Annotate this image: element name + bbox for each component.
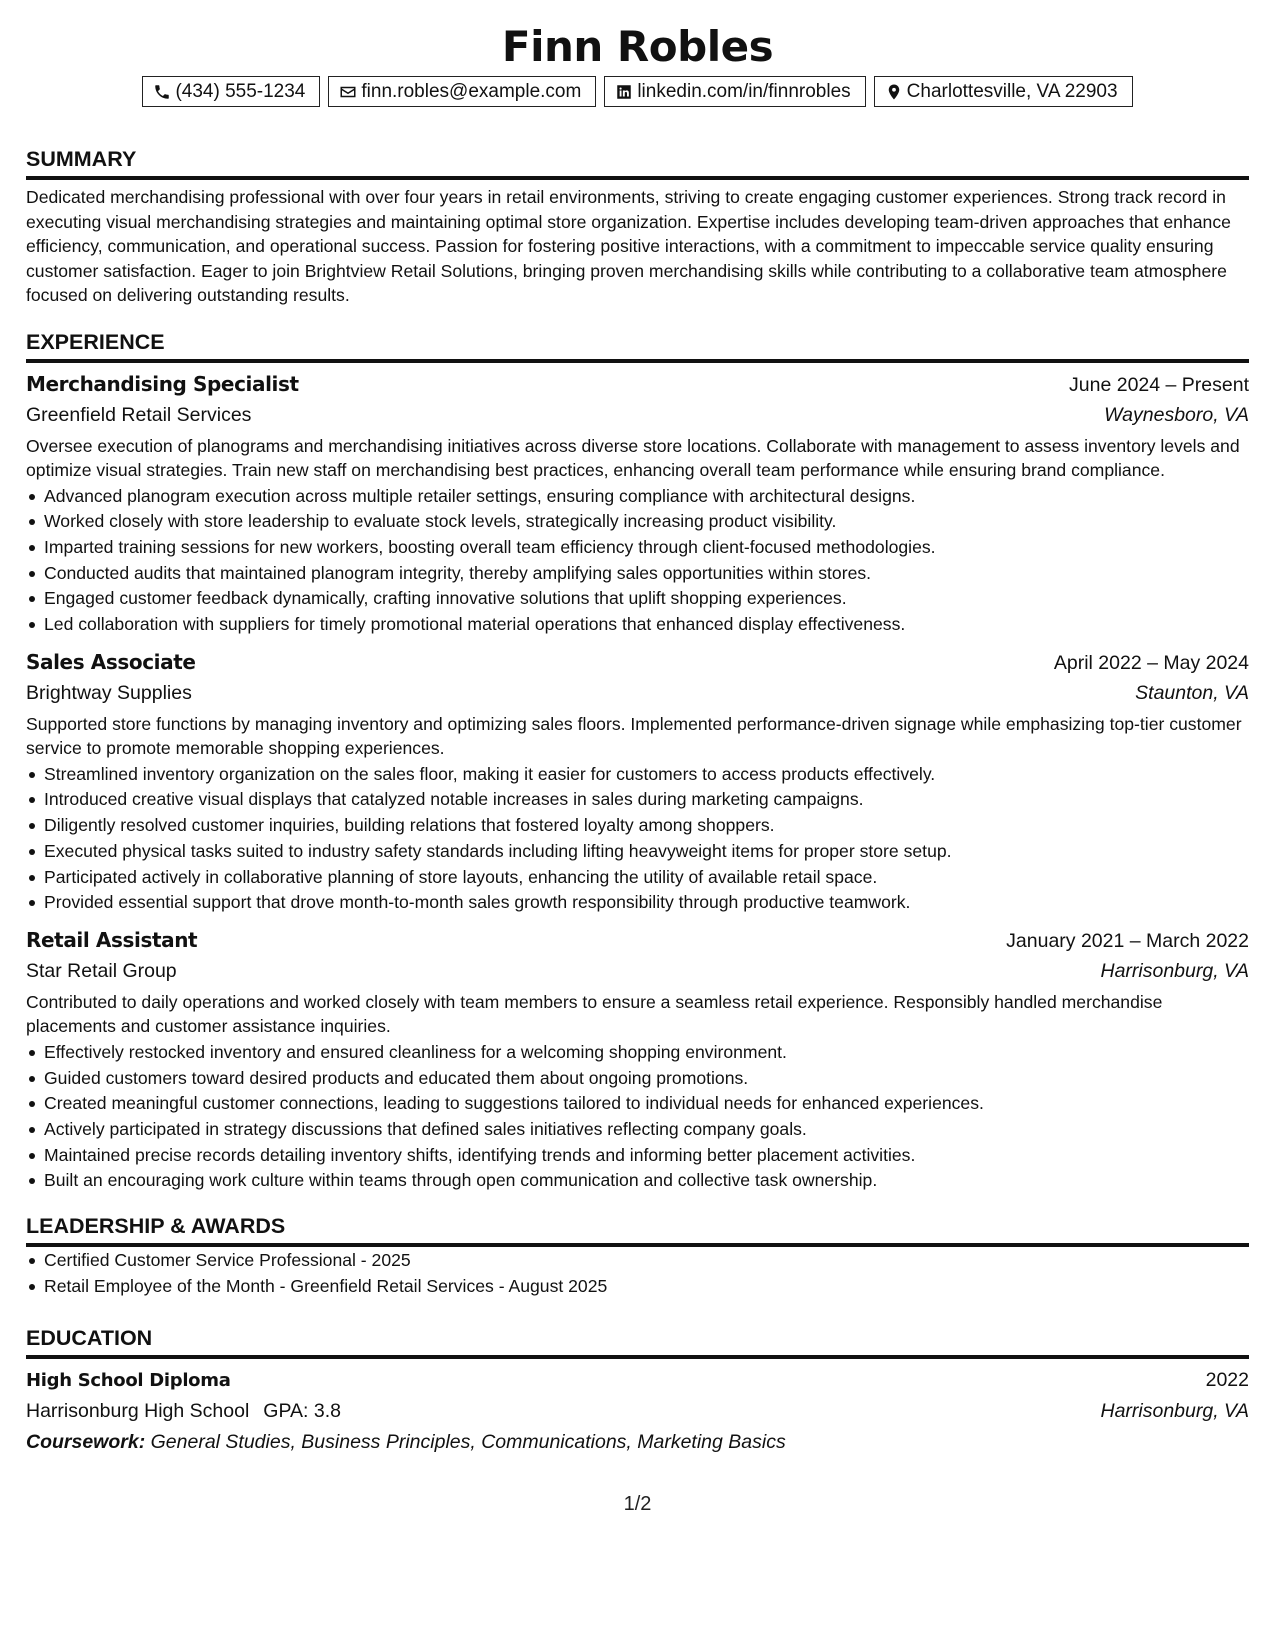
graduation-year: 2022 [1205,1368,1249,1391]
list-item: Actively participated in strategy discussions that defined sales initiatives reflecting company goals. [26,1117,1249,1143]
list-item: Executed physical tasks suited to industry safety standards including lifting heavyweight items for proper store setup. [26,839,1249,865]
section-heading: SUMMARY [26,145,1249,180]
job-description: Oversee execution of planograms and merchandising initiatives across diverse store locations. Collaborate with management to assess inventory levels and optimize visual strategies. Train new staff on merchandising best practices, enhancing overall team performance while ensuring brand compliance. [26,435,1240,480]
location-text: Charlottesville, VA 22903 [906,80,1118,102]
section-heading: LEADERSHIP & AWARDS [26,1212,1249,1247]
summary-section [26,145,1249,308]
coursework-list: General Studies, Business Principles, Communications, Marketing Basics [150,1430,786,1453]
list-item: Led collaboration with suppliers for timely promotional material operations that enhanced display effectiveness. [26,612,1249,638]
company-name: Greenfield Retail Services [26,403,252,426]
job-dates: April 2022 – May 2024 [1053,651,1249,674]
coursework-label: Coursework: [26,1430,146,1453]
job-title: Sales Associate [26,649,196,674]
list-item: Guided customers toward desired products and educated them about ongoing promotions. [26,1066,1249,1092]
page-number: 1/2 [623,1493,652,1515]
job-bullets [26,762,1249,916]
contact-location [874,76,1133,107]
list-item: Conducted audits that maintained planogram integrity, thereby amplifying sales opportunities within stores. [26,561,1249,587]
coursework-line [26,1427,1249,1457]
list-item: Worked closely with store leadership to evaluate stock levels, strategically increasing product visibility. [26,509,1249,535]
section-heading: EXPERIENCE [26,328,1249,363]
school-line [26,1396,341,1427]
education-section [26,1324,1249,1457]
school-location: Harrisonburg, VA [1100,1399,1249,1422]
company-name: Brightway Supplies [26,681,192,704]
list-item: Certified Customer Service Professional - 2025 [26,1248,1249,1274]
list-item: Advanced planogram execution across multiple retailer settings, ensuring compliance with architectural designs. [26,484,1249,510]
job-entry [26,647,1249,916]
job-location: Harrisonburg, VA [1100,959,1249,982]
job-location: Waynesboro, VA [1104,403,1249,426]
education-entry [26,1365,1249,1457]
school-name: Harrisonburg High School [26,1399,250,1422]
job-dates: June 2024 – Present [1069,373,1249,396]
awards-section [26,1212,1249,1299]
envelope-icon [339,83,357,101]
experience-section [26,328,1249,1195]
job-bullets [26,1040,1249,1194]
job-entry [26,369,1249,638]
list-item: Maintained precise records detailing inventory shifts, identifying trends and informing better placement activities. [26,1143,1249,1169]
section-heading: EDUCATION [26,1324,1249,1359]
list-item: Introduced creative visual displays that catalyzed notable increases in sales during marketing campaigns. [26,787,1249,813]
contact-phone[interactable] [142,76,320,107]
gpa: GPA: 3.8 [263,1399,341,1422]
summary-text: Dedicated merchandising professional with over four years in retail environments, striving to create engaging customer experiences. Strong track record in executing visual merchandising strategies and maintaining optimal store organization. Expertise includes developing team-driven approaches that enhance efficiency, communication, and operational success. Passion for fostering positive interactions, with a commitment to impeccable service quality ensuring customer satisfaction. Eager to join Brightview Retail Solutions, bringing proven merchandising skills while contributing to a collaborative team atmosphere focused on delivering outstanding results. [26,187,1231,305]
list-item: Built an encouraging work culture within teams through open communication and collective task ownership. [26,1168,1249,1194]
list-item: Provided essential support that drove month-to-month sales growth responsibility through productive teamwork. [26,890,1249,916]
job-dates: January 2021 – March 2022 [1006,929,1249,952]
list-item: Engaged customer feedback dynamically, crafting innovative solutions that uplift shopping experiences. [26,586,1249,612]
map-marker-icon [885,83,903,101]
contact-email[interactable] [328,76,596,107]
candidate-name: Finn Robles [501,22,774,71]
list-item: Created meaningful customer connections, leading to suggestions tailored to individual needs for enhanced experiences. [26,1091,1249,1117]
awards-list [26,1248,1249,1299]
linkedin-icon [615,83,633,101]
degree-title: High School Diploma [26,1369,231,1391]
list-item: Imparted training sessions for new workers, boosting overall team efficiency through client-focused methodologies. [26,535,1249,561]
list-item: Effectively restocked inventory and ensured cleanliness for a welcoming shopping environment. [26,1040,1249,1066]
job-bullets [26,484,1249,638]
job-title: Merchandising Specialist [26,371,299,396]
job-location: Staunton, VA [1135,681,1249,704]
phone-icon [153,83,171,101]
phone-text: (434) 555-1234 [175,80,306,102]
resume-page [26,22,1249,1457]
list-item: Participated actively in collaborative planning of store layouts, enhancing the utility of available retail space. [26,865,1249,891]
company-name: Star Retail Group [26,959,177,982]
linkedin-text: linkedin.com/in/finnrobles [637,80,851,102]
job-entry [26,925,1249,1194]
list-item: Streamlined inventory organization on the sales floor, making it easier for customers to access products effectively. [26,762,1249,788]
job-description: Contributed to daily operations and worked closely with team members to ensure a seamless retail experience. Responsibly handled merchandise placements and customer assistance inquiries. [26,991,1163,1037]
list-item: Diligently resolved customer inquiries, building relations that fostered loyalty among shoppers. [26,813,1249,839]
job-description: Supported store functions by managing inventory and optimizing sales floors. Implemented performance-driven signage while emphasizing top-tier customer service to promote memorable shopping experiences. [26,713,1242,759]
contact-bar [26,76,1249,107]
job-title: Retail Assistant [26,927,198,952]
contact-linkedin[interactable] [604,76,865,107]
email-text: finn.robles@example.com [361,80,582,102]
list-item: Retail Employee of the Month - Greenfield Retail Services - August 2025 [26,1274,1249,1300]
